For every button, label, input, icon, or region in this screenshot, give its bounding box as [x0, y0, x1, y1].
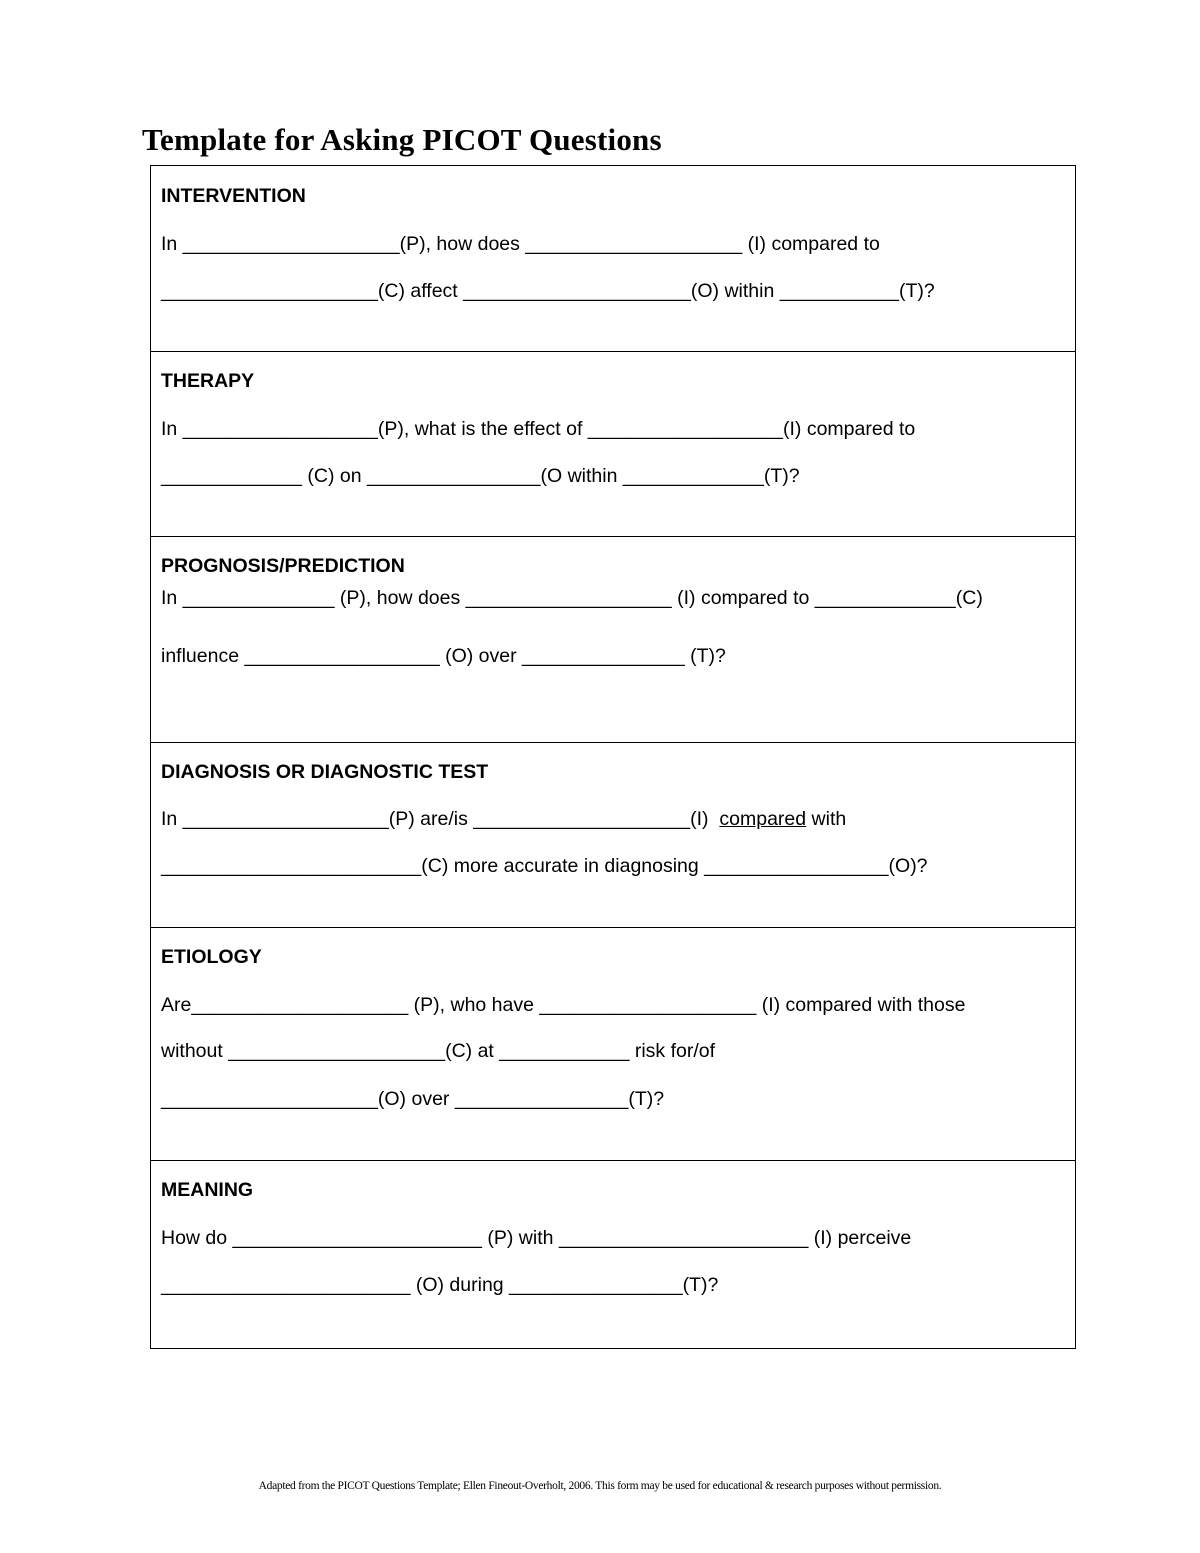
question-line: How do _______________________ (P) with _______________________ (I) perceive — [161, 1227, 912, 1249]
question-line: influence __________________ (O) over _______________ (T)? — [161, 645, 726, 667]
picot-form-box — [150, 165, 1076, 1349]
question-line: _______________________ (O) during ________________(T)? — [161, 1274, 719, 1296]
section-meaning — [151, 1160, 1075, 1348]
question-line: _____________ (C) on ________________(O within _____________(T)? — [161, 465, 800, 487]
underlined-word: compared — [719, 808, 807, 830]
question-line: Are____________________ (P), who have ____________________ (I) compared with those — [161, 994, 966, 1016]
question-line: without ____________________(C) at ____________ risk for/of — [161, 1040, 716, 1062]
footer-attribution: Adapted from the PICOT Questions Template; Ellen Fineout-Overholt, 2006. This form may be used for educational & research purposes without permission. — [258, 1480, 942, 1492]
question-line — [161, 806, 846, 832]
section-heading: THERAPY — [161, 370, 255, 392]
section-heading: MEANING — [161, 1179, 254, 1201]
question-text: with — [806, 808, 847, 830]
question-line: ________________________(C) more accurate in diagnosing _________________(O)? — [161, 855, 928, 877]
question-line: In __________________(P), what is the effect of __________________(I) compared to — [161, 418, 916, 440]
question-line: In ______________ (P), how does ___________________ (I) compared to _____________(C) — [161, 587, 983, 609]
section-heading: PROGNOSIS/PREDICTION — [161, 555, 405, 577]
section-intervention — [151, 166, 1075, 352]
section-diagnosis — [151, 742, 1075, 928]
section-heading: ETIOLOGY — [161, 946, 262, 968]
section-therapy — [151, 351, 1075, 537]
section-prognosis — [151, 536, 1075, 743]
page-title: Template for Asking PICOT Questions — [142, 122, 662, 157]
section-heading: DIAGNOSIS OR DIAGNOSTIC TEST — [161, 761, 489, 783]
question-line: In ____________________(P), how does ____________________ (I) compared to — [161, 233, 880, 255]
question-text: In ___________________(P) are/is ____________________(I) — [161, 808, 709, 830]
question-line: ____________________(O) over ________________(T)? — [161, 1088, 665, 1110]
question-line: ____________________(C) affect _____________________(O) within ___________(T)? — [161, 280, 935, 302]
section-heading: INTERVENTION — [161, 185, 306, 207]
section-etiology — [151, 927, 1075, 1161]
